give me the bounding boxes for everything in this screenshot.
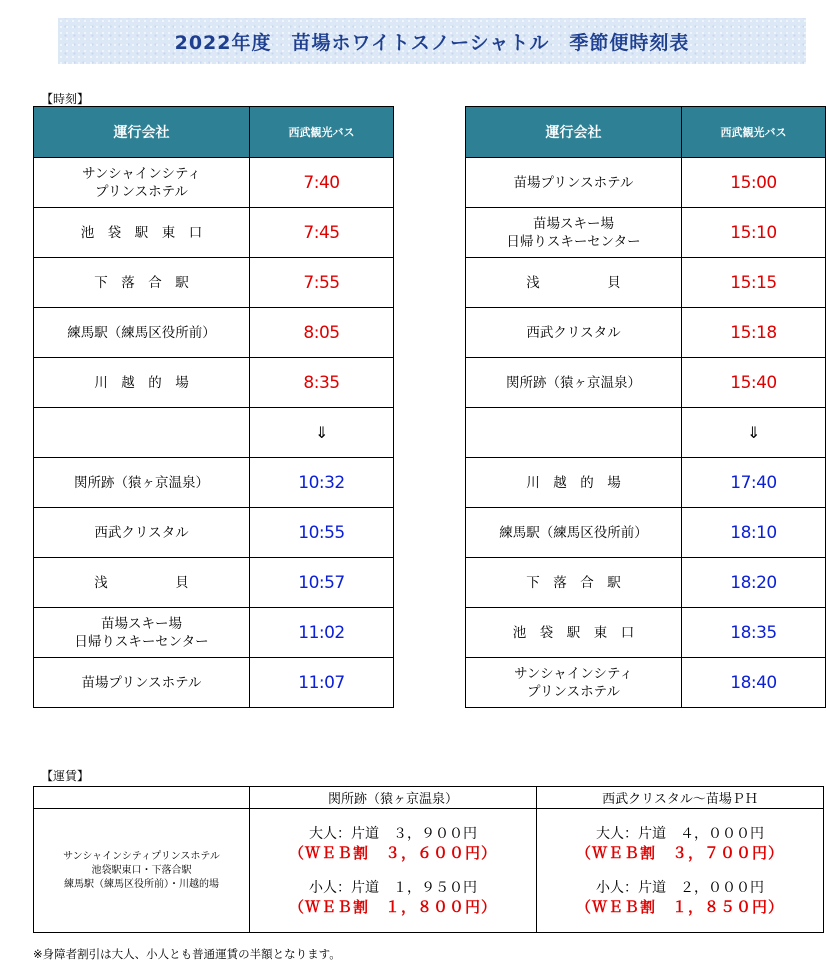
- child-web-fare: （ＷＥＢ割 １，８００円）: [288, 897, 497, 916]
- departure-time: 17:40: [682, 458, 826, 508]
- outbound-timetable: [33, 106, 394, 708]
- departure-time: 11:02: [250, 608, 394, 658]
- table-row: [466, 608, 826, 658]
- stop-name: サンシャインシティ プリンスホテル: [34, 158, 250, 208]
- departure-time: 8:05: [250, 308, 394, 358]
- departure-time: 11:07: [250, 658, 394, 708]
- departure-time: 15:18: [682, 308, 826, 358]
- table-row: [466, 558, 826, 608]
- stop-name: 浅 貝: [34, 558, 250, 608]
- departure-time: 7:45: [250, 208, 394, 258]
- origin-line: サンシャインシティプリンスホテル: [63, 850, 220, 862]
- stop-name: 関所跡（猿ヶ京温泉）: [466, 358, 682, 408]
- departure-time: 7:40: [250, 158, 394, 208]
- table-row: [466, 158, 826, 208]
- stop-name: [34, 408, 250, 458]
- child-fare: 小人：片道 ２，０００円: [596, 879, 764, 896]
- down-arrow-icon: ⇓: [682, 408, 826, 458]
- table-row: [34, 258, 394, 308]
- outbound-rows: [34, 158, 394, 708]
- child-web-fare: （ＷＥＢ割 １，８５０円）: [575, 897, 784, 916]
- child-fare: 小人：片道 １，９５０円: [309, 879, 477, 896]
- stop-name: 苗場スキー場 日帰りスキーセンター: [34, 608, 250, 658]
- table-row: [34, 608, 394, 658]
- origin-line: 池袋駅東口・下落合駅: [91, 864, 192, 876]
- stop-name: [466, 408, 682, 458]
- stop-name: 苗場プリンスホテル: [466, 158, 682, 208]
- stop-name: 川 越 的 場: [34, 358, 250, 408]
- table-row: [466, 258, 826, 308]
- operator-header: 西武観光バス: [250, 107, 394, 158]
- departure-time: 18:10: [682, 508, 826, 558]
- stop-name: 下 落 合 駅: [34, 258, 250, 308]
- title-banner: [58, 18, 806, 64]
- fare-header-col1: 関所跡（猿ヶ京温泉）: [250, 787, 537, 809]
- table-row: [466, 658, 826, 708]
- down-arrow-icon: ⇓: [250, 408, 394, 458]
- departure-time: 15:00: [682, 158, 826, 208]
- stop-name: 苗場スキー場 日帰りスキーセンター: [466, 208, 682, 258]
- table-row: [34, 308, 394, 358]
- fare-label: 【運賃】: [41, 769, 90, 783]
- departure-time: 8:35: [250, 358, 394, 408]
- stop-name: 練馬駅（練馬区役所前）: [34, 308, 250, 358]
- adult-fare: 大人：片道 ３，９００円: [309, 825, 477, 842]
- departure-time: 10:55: [250, 508, 394, 558]
- departure-time: 10:32: [250, 458, 394, 508]
- stop-name: 関所跡（猿ヶ京温泉）: [34, 458, 250, 508]
- table-row: [34, 158, 394, 208]
- table-row: [466, 308, 826, 358]
- table-row: [466, 458, 826, 508]
- table-row: [34, 358, 394, 408]
- table-row: [34, 208, 394, 258]
- adult-web-fare: （ＷＥＢ割 ３，６００円）: [288, 843, 497, 862]
- fare-header-blank: [34, 787, 250, 809]
- stop-name: 下 落 合 駅: [466, 558, 682, 608]
- departure-time: 15:15: [682, 258, 826, 308]
- fare-origin-cell: [34, 809, 250, 933]
- stop-name: 川 越 的 場: [466, 458, 682, 508]
- fare-cell-col2: [537, 809, 824, 933]
- fare-header-col2: 西武クリスタル～苗場ＰＨ: [537, 787, 824, 809]
- fare-table: [33, 786, 824, 933]
- inbound-rows: [466, 158, 826, 708]
- stop-name: 練馬駅（練馬区役所前）: [466, 508, 682, 558]
- departure-time: 18:40: [682, 658, 826, 708]
- stop-name: 池 袋 駅 東 口: [34, 208, 250, 258]
- stop-name: サンシャインシティ プリンスホテル: [466, 658, 682, 708]
- table-row: [34, 458, 394, 508]
- stop-name: 西武クリスタル: [34, 508, 250, 558]
- table-row: [34, 408, 394, 458]
- departure-time: 10:57: [250, 558, 394, 608]
- table-row: [466, 408, 826, 458]
- disability-discount-note: ※身障者割引は大人、小人とも普通運賃の半額となります。: [33, 947, 341, 961]
- page-title: 2022年度 苗場ホワイトスノーシャトル 季節便時刻表: [174, 31, 690, 54]
- adult-fare: 大人：片道 ４，０００円: [596, 825, 764, 842]
- departure-time: 7:55: [250, 258, 394, 308]
- departure-time: 18:35: [682, 608, 826, 658]
- company-header: 運行会社: [34, 107, 250, 158]
- company-header: 運行会社: [466, 107, 682, 158]
- fare-cell-col1: [250, 809, 537, 933]
- departure-time: 15:40: [682, 358, 826, 408]
- origin-line: 練馬駅（練馬区役所前）・川越的場: [64, 878, 219, 890]
- table-row: [34, 658, 394, 708]
- departure-time: 18:20: [682, 558, 826, 608]
- timetable-label: 【時刻】: [41, 92, 90, 106]
- stop-name: 池 袋 駅 東 口: [466, 608, 682, 658]
- table-row: [34, 558, 394, 608]
- departure-time: 15:10: [682, 208, 826, 258]
- stop-name: 西武クリスタル: [466, 308, 682, 358]
- operator-header: 西武観光バス: [682, 107, 826, 158]
- table-row: [466, 508, 826, 558]
- stop-name: 浅 貝: [466, 258, 682, 308]
- inbound-timetable: [465, 106, 826, 708]
- adult-web-fare: （ＷＥＢ割 ３，７００円）: [575, 843, 784, 862]
- table-row: [466, 208, 826, 258]
- stop-name: 苗場プリンスホテル: [34, 658, 250, 708]
- table-row: [466, 358, 826, 408]
- table-row: [34, 508, 394, 558]
